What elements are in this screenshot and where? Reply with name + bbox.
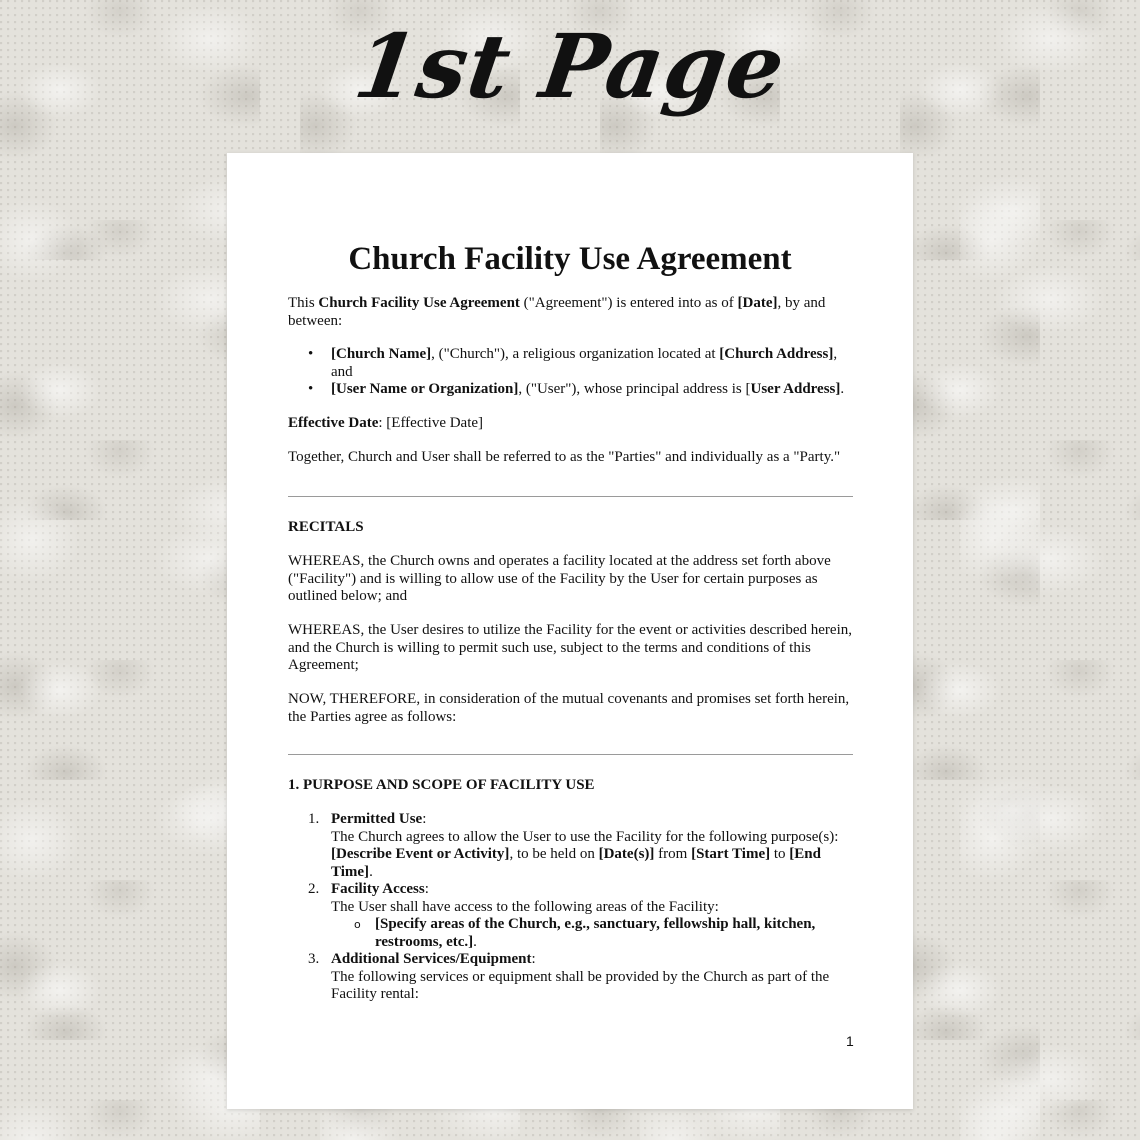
list-item: 2. Facility Access: The User shall have access to the following areas of the Facility: [308,881,719,915]
document-title: Church Facility Use Agreement [348,241,792,277]
parties-list [288,346,853,399]
intro-paragraph: This Church Facility Use Agreement ("Agreement") is entered into as of [Date], by and between: [288,295,826,329]
list-item: 3. Additional Services/Equipment: The following services or equipment shall be provided by the Church as part of the Facility rental: [308,951,830,1002]
document-page [227,153,913,1109]
recital-paragraph-3: NOW, THEREFORE, in consideration of the mutual covenants and promises set forth herein, the Parties agree as follows: [288,691,850,725]
effective-date: Effective Date: [Effective Date] [288,415,484,431]
section-divider [288,754,853,755]
section-1-list [288,811,853,1004]
page-banner-heading: 1st Page [348,14,792,118]
list-item: o [Specify areas of the Church, e.g., sanctuary, fellowship hall, kitchen, restrooms, etc.]. [354,916,816,950]
recital-paragraph-2: WHEREAS, the User desires to utilize the Facility for the event or activities described herein, and the Church is willing to permit such use, subject to the terms and conditions of this Agreement; [288,622,852,673]
section-1-heading: 1. PURPOSE AND SCOPE OF FACILITY USE [288,777,595,793]
circle-bullet-icon: o [354,918,361,931]
list-item: • [User Name or Organization], ("User"), whose principal address is [User Address]. [288,381,853,399]
section-divider [288,496,853,497]
recital-paragraph-1: WHEREAS, the Church owns and operates a facility located at the address set forth above ("Facility") and is willing to allow use of the Facility by the User for certain purposes as outlined below; and [288,553,831,604]
recitals-heading: RECITALS [288,519,364,535]
list-item: 1. Permitted Use: The Church agrees to allow the User to use the Facility for the following purpose(s): [Describe Event or Activity], to be held on [Date(s)] from [Start Time] to [End Time]. [308,811,839,880]
page-number: 1 [846,1033,854,1049]
together-paragraph: Together, Church and User shall be referred to as the "Parties" and individually as a "Party." [288,449,841,465]
list-item: • [Church Name], ("Church"), a religious organization located at [Church Address], and [288,346,853,381]
